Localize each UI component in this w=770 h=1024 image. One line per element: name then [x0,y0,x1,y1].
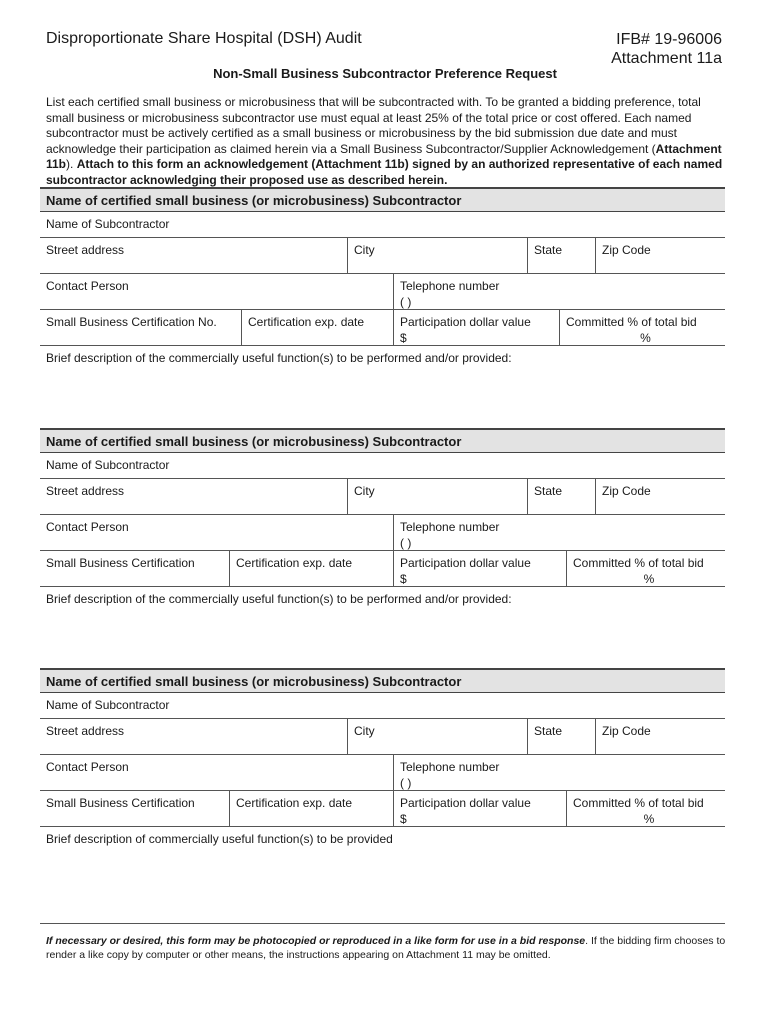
dollar-symbol: $ [400,812,407,826]
percent-symbol: % [643,812,655,826]
dollar-label: Participation dollar value [400,315,531,329]
subcontractor-section-2 [40,428,725,647]
telephone-label: Telephone number [400,520,500,534]
telephone-placeholder: ( ) [400,536,412,550]
subcontractor-name-field[interactable]: Name of Subcontractor [46,698,170,712]
intro-text-2: ). [66,157,77,171]
city-field[interactable]: City [347,479,527,514]
telephone-label: Telephone number [400,760,500,774]
state-field[interactable]: State [527,479,595,514]
section-heading: Name of certified small business (or microbusiness) Subcontractor [40,428,725,453]
attachment-label: Attachment 11a [611,50,722,67]
telephone-field[interactable] [393,755,725,790]
address-row [40,238,725,274]
subcontractor-name-field[interactable]: Name of Subcontractor [46,458,170,472]
certification-exp-field[interactable]: Certification exp. date [241,310,393,345]
state-field[interactable]: State [527,238,595,273]
certification-number-field[interactable]: Small Business Certification [46,796,195,810]
telephone-field[interactable] [393,515,725,550]
certification-exp-field[interactable]: Certification exp. date [229,791,393,826]
certification-row [40,551,725,587]
footer-note [46,934,732,962]
contact-person-field[interactable]: Contact Person [46,520,129,534]
zip-code-field[interactable]: Zip Code [595,238,725,273]
contact-person-field[interactable]: Contact Person [46,760,129,774]
intro-text-1: List each certified small business or microbusiness that will be subcontracted with. To be granted a bidding preference, total small business or microbusiness subcontractor use must equal at least 25% of the total price or cost offered. Each named subcontractor must be actively certified as a small business or microbusiness by the bid submission due date and must acknowledge their participation as claimed herein via a Small Business Subcontractor/Supplier Acknowledgement ( [46,95,701,156]
city-field[interactable]: City [347,719,527,754]
certification-row [40,791,725,827]
percent-label: Committed % of total bid [566,315,697,329]
street-address-field[interactable]: Street address [46,243,125,257]
subcontractor-section-3 [40,668,725,907]
participation-dollar-field[interactable] [393,310,559,345]
address-row [40,479,725,515]
address-row [40,719,725,755]
section-heading: Name of certified small business (or microbusiness) Subcontractor [40,187,725,212]
contact-row [40,274,725,310]
percent-label: Committed % of total bid [573,796,704,810]
footer-italic: If necessary or desired, this form may be photocopied or reproduced in a like form for use in a bid response [46,935,586,947]
form-reference [611,30,722,68]
subcontractor-name-field[interactable]: Name of Subcontractor [46,217,170,231]
instructions [46,95,732,188]
function-description-field[interactable]: Brief description of commercially useful function(s) to be provided [46,832,393,846]
committed-percent-field[interactable] [559,310,725,345]
telephone-field[interactable] [393,274,725,309]
telephone-placeholder: ( ) [400,295,412,309]
participation-dollar-field[interactable] [393,551,566,586]
contact-person-field[interactable]: Contact Person [46,279,129,293]
state-field[interactable]: State [527,719,595,754]
dollar-symbol: $ [400,331,407,345]
certification-number-field[interactable]: Small Business Certification No. [46,315,217,329]
form-title: Disproportionate Share Hospital (DSH) Audit [46,30,362,47]
participation-dollar-field[interactable] [393,791,566,826]
form-subtitle: Non-Small Business Subcontractor Preference Request [213,66,557,81]
dollar-label: Participation dollar value [400,796,531,810]
percent-label: Committed % of total bid [573,556,704,570]
contact-row [40,515,725,551]
percent-symbol: % [640,331,651,345]
intro-bold-1: Attachment 11b [46,141,722,171]
function-description-field[interactable]: Brief description of the commercially useful function(s) to be performed and/or provided: [46,592,512,606]
description-row [40,346,725,406]
description-row [40,827,725,907]
percent-symbol: % [643,572,655,586]
committed-percent-field[interactable] [566,791,725,826]
footer-divider [40,923,725,924]
committed-percent-field[interactable] [566,551,725,586]
telephone-placeholder: ( ) [400,776,412,790]
subcontractor-section-1 [40,187,725,406]
zip-code-field[interactable]: Zip Code [595,719,725,754]
section-heading: Name of certified small business (or microbusiness) Subcontractor [40,668,725,693]
street-address-field[interactable]: Street address [46,484,125,498]
ifb-number: IFB# 19-96006 [616,31,722,48]
description-row [40,587,725,647]
city-field[interactable]: City [347,238,527,273]
street-address-field[interactable]: Street address [46,724,125,738]
certification-number-field[interactable]: Small Business Certification [46,556,195,570]
certification-row [40,310,725,346]
telephone-label: Telephone number [400,279,500,293]
name-row [40,453,725,479]
function-description-field[interactable]: Brief description of the commercially useful function(s) to be performed and/or provided: [46,351,512,365]
zip-code-field[interactable]: Zip Code [595,479,725,514]
dollar-label: Participation dollar value [400,556,531,570]
name-row [40,212,725,238]
contact-row [40,755,725,791]
intro-bold-2: Attach to this form an acknowledgement (Attachment 11b) signed by an authorized representative of each named subcontractor acknowledging their proposed use as described herein. [46,157,723,187]
footer-text: . If the bidding firm chooses to render a like copy by computer or other means, the instructions appearing on Attachment 11 may be omitted. [46,935,726,961]
certification-exp-field[interactable]: Certification exp. date [229,551,393,586]
dollar-symbol: $ [400,572,407,586]
name-row [40,693,725,719]
